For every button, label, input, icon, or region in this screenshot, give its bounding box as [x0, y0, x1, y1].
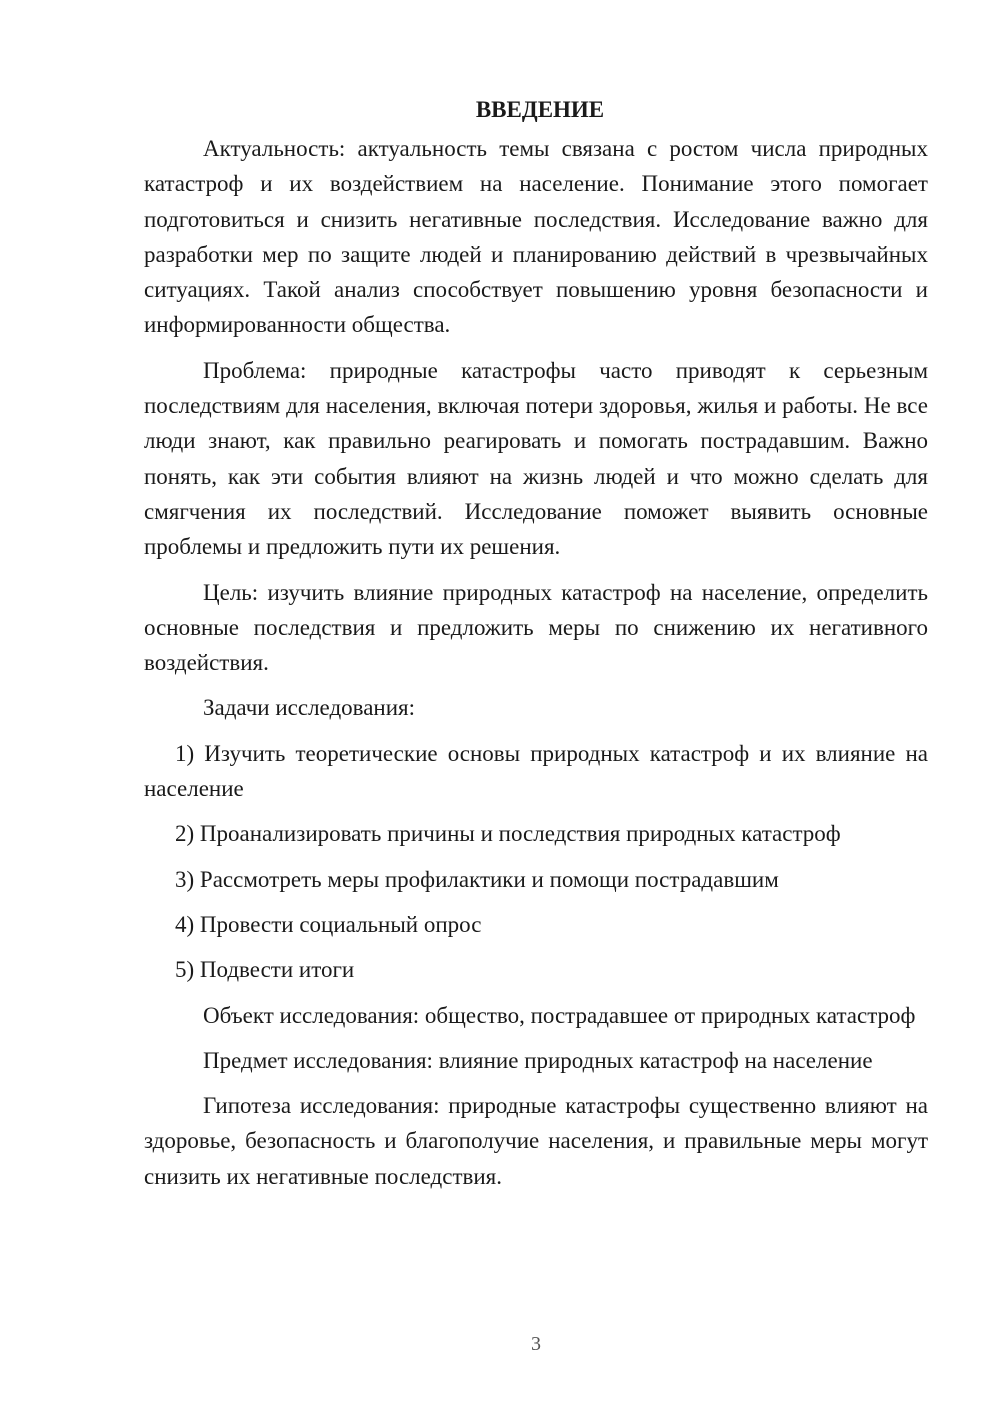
document-page — [144, 95, 928, 1204]
paragraph-hypothesis: Гипотеза исследования: природные катастрофы существенно влияют на здоровье, безопасность и благополучие населения, и правильные меры могут снизить их негативные последствия. — [144, 1093, 928, 1189]
task-item-2: 2) Проанализировать причины и последствия природных катастроф — [175, 821, 841, 847]
tasks-title: Задачи исследования: — [203, 695, 416, 721]
paragraph-goal: Цель: изучить влияние природных катастроф на население, определить основные последствия и предложить меры по снижению их негативного воздействия. — [144, 579, 928, 676]
task-item-1: 1) Изучить теоретические основы природных катастроф и их влияние на население — [144, 740, 928, 802]
section-heading: ВВЕДЕНИЕ — [475, 97, 605, 122]
paragraph-relevance: Актуальность: актуальность темы связана с ростом числа природных катастроф и их воздействием на население. Понимание этого помогает подготовиться и снизить негативные последствия. Исследование важно для разработки мер по защите людей и планированию действий в чрезвычайных ситуациях. Такой анализ способствует повышению уровня безопасности и информированности общества. — [144, 136, 928, 338]
task-item-4: 4) Провести социальный опрос — [175, 911, 482, 937]
task-item-5: 5) Подвести итоги — [175, 957, 355, 983]
paragraph-object: Объект исследования: общество, пострадавшее от природных катастроф — [203, 1002, 916, 1028]
paragraph-subject: Предмет исследования: влияние природных катастроф на население — [203, 1047, 873, 1073]
page-number: 3 — [531, 1333, 541, 1355]
paragraph-problem: Проблема: природные катастрофы часто приводят к серьезным последствиям для населения, включая потери здоровья, жилья и работы. Не все люди знают, как правильно реагировать и помогать пострадавшим. Важно понять, как эти события влияют на жизнь людей и что можно сделать для смягчения их последствий. Исследование поможет выявить основные проблемы и предложить пути их решения. — [144, 357, 928, 560]
task-item-3: 3) Рассмотреть меры профилактики и помощи пострадавшим — [175, 866, 779, 892]
